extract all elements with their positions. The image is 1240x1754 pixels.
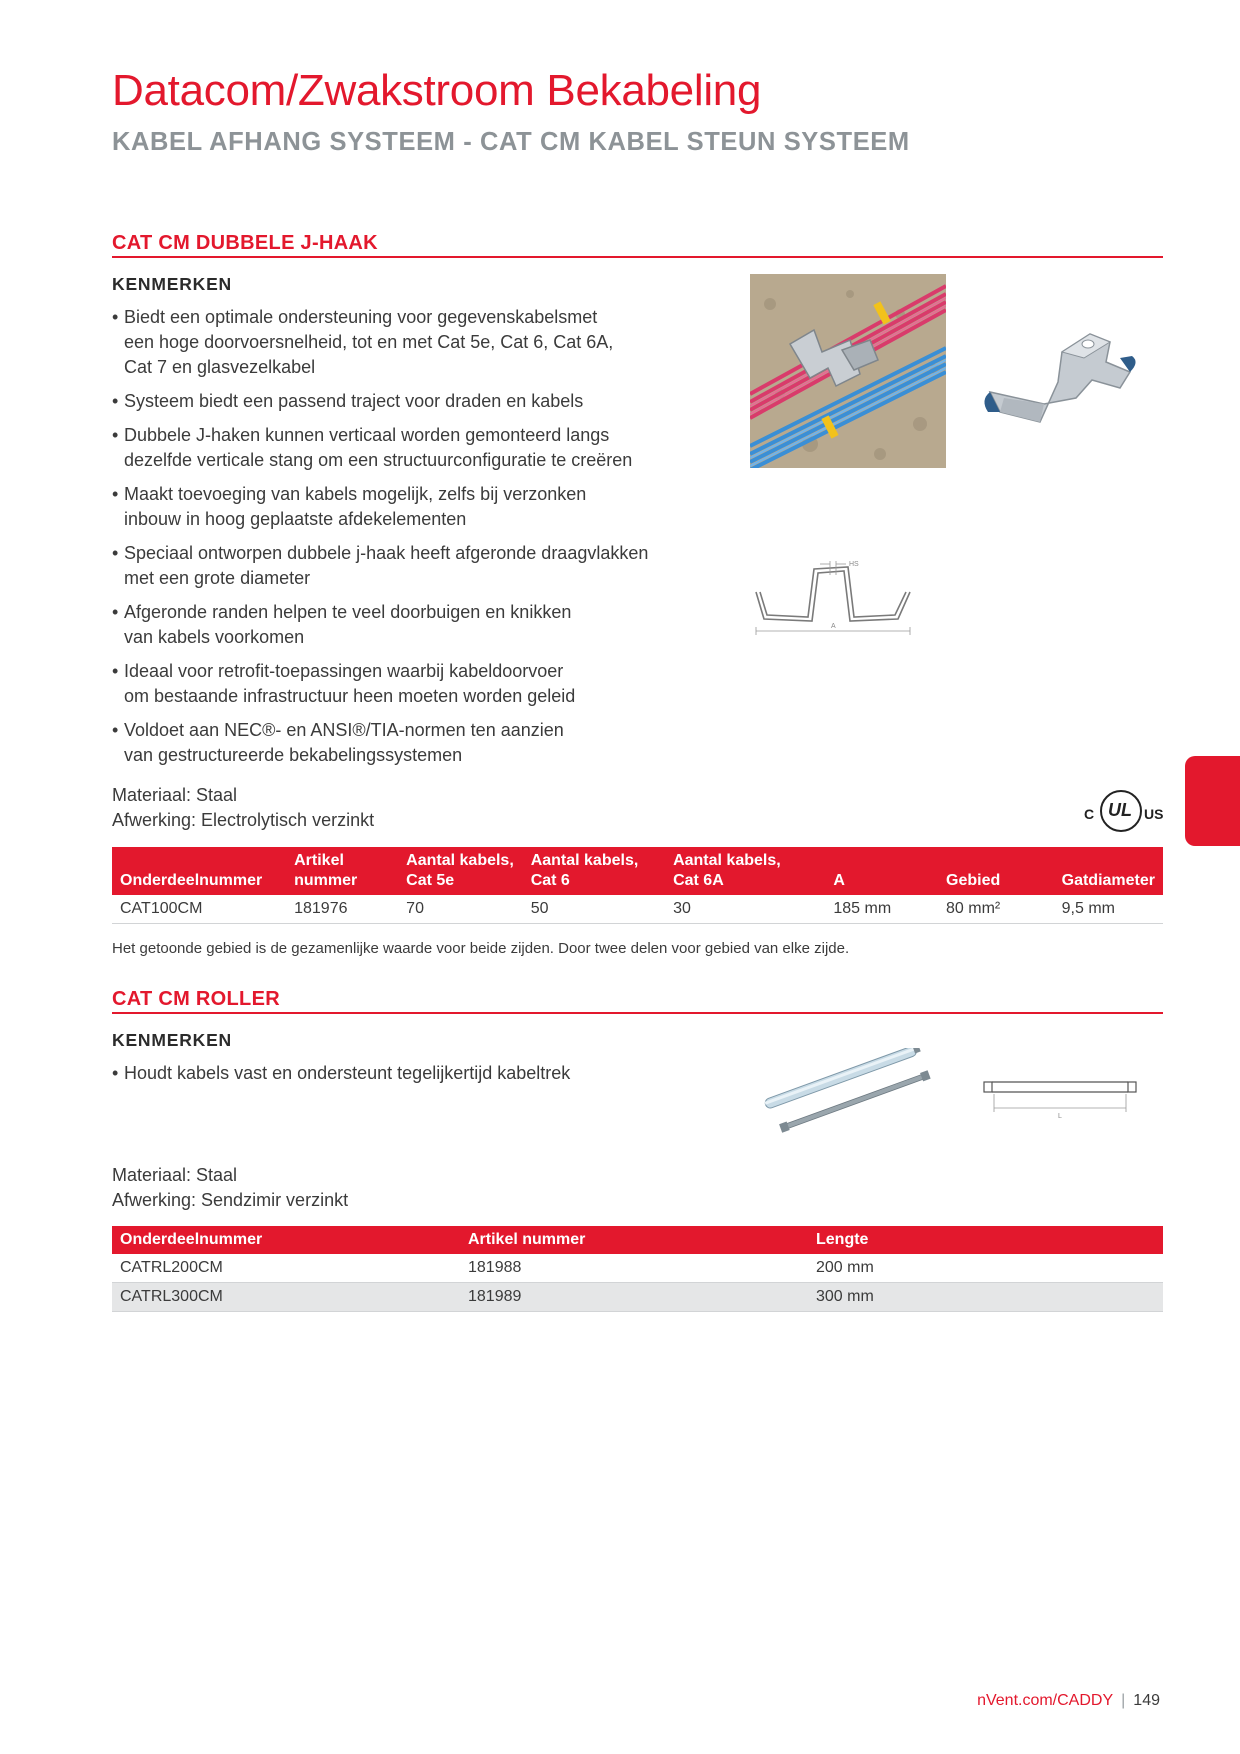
col-header: Gebied — [938, 847, 1054, 895]
table-header-row — [112, 847, 1163, 895]
installation-photo — [750, 274, 946, 468]
cell-a: 185 mm — [825, 895, 938, 924]
cell-cat6: 50 — [523, 895, 665, 924]
cell-cat5e: 70 — [398, 895, 523, 924]
col-header: Aantal kabels, Cat 6 — [523, 847, 665, 895]
section-rule — [112, 1012, 1163, 1014]
features-label: KENMERKEN — [112, 1030, 232, 1050]
j-hook-dimension-drawing — [752, 555, 942, 637]
table-row — [112, 1283, 1163, 1312]
chapter-tab — [1185, 756, 1240, 846]
col-header: Onderdeelnummer — [112, 1226, 460, 1254]
feature-item: • Speciaal ontworpen dubbele j-haak heeft afgeronde draagvlakken met een grote diameter — [112, 541, 692, 591]
col-header: A — [825, 847, 938, 895]
cell-hole-diameter: 9,5 mm — [1054, 895, 1163, 924]
roller-product-image — [760, 1048, 940, 1134]
feature-item: • Ideaal voor retrofit-toepassingen waarbij kabeldoorvoer om bestaande infrastructuur heen moeten worden geleid — [112, 659, 692, 709]
feature-item: • Biedt een optimale ondersteuning voor gegevenskabelsmet een hoge doorvoersnelheid, tot en met Cat 5e, Cat 6, Cat 6A, Cat 7 en glasvezelkabel — [112, 305, 692, 380]
cell-part-number: CATRL200CM — [112, 1254, 460, 1283]
material-text: Materiaal: Staal — [112, 1165, 238, 1185]
j-hook-spec-table — [112, 847, 1163, 924]
length-l-label: L — [1058, 1113, 1062, 1120]
ul-certification-icon: C UL US — [1084, 788, 1194, 840]
finish-text: Afwerking: Sendzimir verzinkt — [112, 1190, 349, 1210]
feature-item: • Dubbele J-haken kunnen verticaal worden gemonteerd langs dezelfde verticale stang om een structuurconfiguratie te creëren — [112, 423, 692, 473]
table-footnote: Het getoonde gebied is de gezamenlijke waarde voor beide zijden. Door twee delen voor gebied van elke zijde. — [112, 940, 850, 957]
page-number: 149 — [1133, 1692, 1160, 1709]
finish-text: Afwerking: Electrolytisch verzinkt — [112, 810, 375, 830]
col-header: Gatdiameter — [1054, 847, 1163, 895]
page-title: Datacom/Zwakstroom Bekabeling — [112, 66, 762, 115]
table-row — [112, 1254, 1163, 1283]
col-header: Artikel nummer — [460, 1226, 808, 1254]
feature-item: • Houdt kabels vast en ondersteunt tegelijkertijd kabeltrek — [112, 1061, 692, 1086]
col-header: Artikel nummer — [286, 847, 398, 895]
cell-part-number: CATRL300CM — [112, 1283, 460, 1312]
col-header: Lengte — [808, 1226, 1163, 1254]
material-text: Materiaal: Staal — [112, 785, 238, 805]
col-header: Aantal kabels, Cat 6A — [665, 847, 825, 895]
section-rule — [112, 256, 1163, 258]
roller-spec-table — [112, 1226, 1163, 1312]
feature-item: • Maakt toevoeging van kabels mogelijk, zelfs bij verzonken inbouw in hoog geplaatste afdekelementen — [112, 482, 692, 532]
table-header-row — [112, 1226, 1163, 1254]
width-a-label: A — [831, 623, 836, 630]
features-list — [112, 305, 692, 777]
cell-article-number: 181988 — [460, 1254, 808, 1283]
footer-site-link[interactable]: nVent.com/CADDY — [977, 1692, 1114, 1709]
feature-item: • Afgeronde randen helpen te veel doorbuigen en knikken van kabels voorkomen — [112, 600, 692, 650]
section-heading-j-hook: CAT CM DUBBELE J-HAAK — [112, 232, 378, 254]
roller-dimension-drawing — [980, 1076, 1140, 1124]
table-row — [112, 895, 1163, 924]
cell-length: 200 mm — [808, 1254, 1163, 1283]
col-header: Aantal kabels, Cat 5e — [398, 847, 523, 895]
cell-cat6a: 30 — [665, 895, 825, 924]
hole-size-label: HS — [849, 561, 859, 568]
col-header: Onderdeelnummer — [112, 847, 286, 895]
j-hook-product-image — [980, 322, 1140, 432]
feature-item: • Voldoet aan NEC®- en ANSI®/TIA-normen ten aanzien van gestructureerde bekabelingssystemen — [112, 718, 692, 768]
feature-item: • Systeem biedt een passend traject voor draden en kabels — [112, 389, 692, 414]
cell-length: 300 mm — [808, 1283, 1163, 1312]
cell-area: 80 mm² — [938, 895, 1054, 924]
cell-article-number: 181989 — [460, 1283, 808, 1312]
footer-separator: | — [1121, 1692, 1126, 1709]
cell-part-number: CAT100CM — [112, 895, 286, 924]
footer — [977, 1692, 1160, 1710]
features-label: KENMERKEN — [112, 274, 232, 294]
cell-article-number: 181976 — [286, 895, 398, 924]
page-subtitle: KABEL AFHANG SYSTEEM - CAT CM KABEL STEUN SYSTEEM — [112, 128, 910, 156]
features-list — [112, 1061, 692, 1095]
section-heading-roller: CAT CM ROLLER — [112, 988, 280, 1010]
